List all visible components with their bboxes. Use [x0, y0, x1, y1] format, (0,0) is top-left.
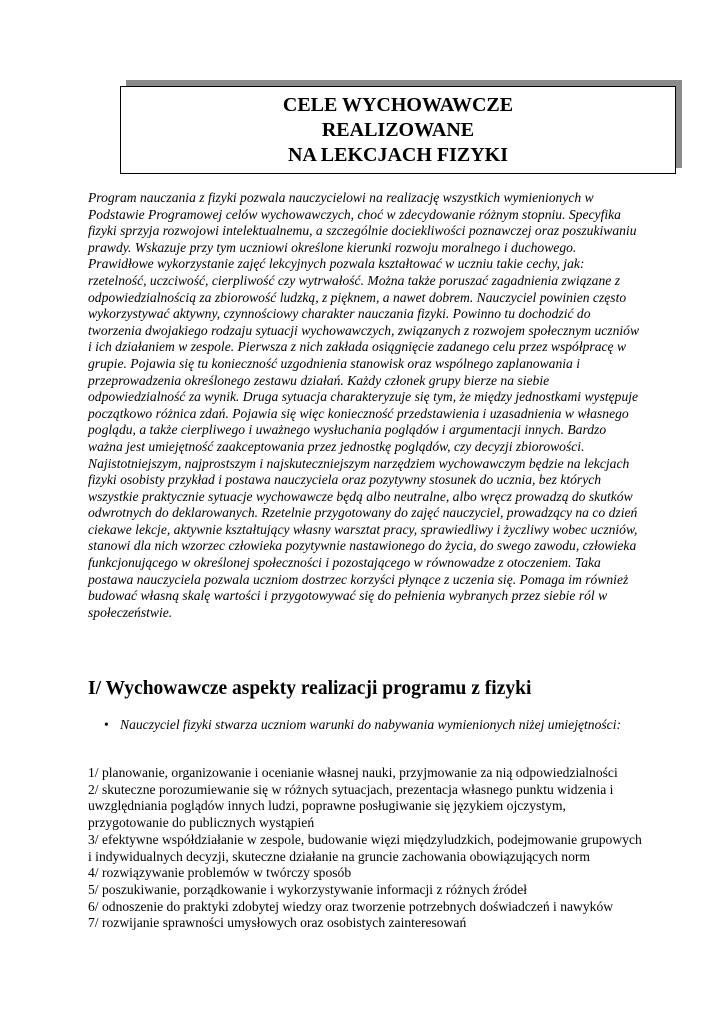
skills-list [88, 765, 644, 932]
list-item: 1/ planowanie, organizowanie i ocenianie własnej nauki, przyjmowanie za nią odpowiedzialności [88, 765, 618, 780]
title-line-1: CELE WYCHOWAWCZE [282, 93, 514, 116]
list-item: 3/ efektywne współdziałanie w zespole, budowanie więzi międzyludzkich, podejmowanie grupowych i indywidualnych decyzji, skuteczne działanie na gruncie zachowania obowiązujących norm [88, 831, 642, 864]
list-item: 2/ skuteczne porozumiewanie się w różnych sytuacjach, prezentacja własnego punktu widzenia i uwzględniania poglądów innych ludzi, poprawne posługiwanie się językiem ojczystym, przygotowanie do publicznych wystąpień [88, 781, 614, 831]
bullet-item [104, 716, 624, 733]
bullet-icon: • [104, 717, 109, 732]
list-item: 7/ rozwijanie sprawności umysłowych oraz osobistych zainteresowań [88, 915, 467, 931]
intro-text [88, 190, 644, 621]
list-item: 5/ poszukiwanie, porządkowanie i wykorzystywanie informacji z różnych źródeł [88, 881, 528, 897]
title-box-wrapper [120, 86, 678, 176]
intro-paragraph-2: Najistotniejszym, najprostszym i najskuteczniejszym narzędziem wychowawczym będzie na lekcjach fizyki osobisty przykład i postawa nauczyciela oraz pozytywny stosunek do ucznia, bez których wszystkie praktycznie sytuacje wychowawcze będą albo neutralne, albo wręcz prowadzą do skutków odwrotnych do deklarowanych. Rzetelnie przygotowany do zajęć nauczyciel, prowadzący na co dzień ciekawe lekcje, aktywnie kształtujący własny warsztat pracy, sprawiedliwy i życzliwy wobec uczniów, stanowi dla nich wzorzec człowieka pozytywnie nastawionego do życia, do swego zawodu, człowieka funkcjonującego w określonej społeczności i pozostającego w równowadze z otoczeniem. Taka postawa nauczyciela pozwala uczniom dostrzec korzyści płynące z uczenia się. Pomaga im również budować własną skalę wartości i przygotowywać się do pełnienia wybranych przez siebie ról w społeczeństwie. [88, 455, 638, 620]
list-item: 6/ odnoszenie do praktyki zdobytej wiedzy oraz tworzenie potrzebnych doświadczeń i nawyków [88, 898, 614, 914]
intro-paragraph-1: Program nauczania z fizyki pozwala nauczycielowi na realizację wszystkich wymienionych w Podstawie Programowej celów wychowawczych, choć w zdecydowanie różnym stopniu. Specyfika fizyki sprzyja rozwojowi intelektualnemu, a szczególnie dociekliwości poznawczej oraz poszukiwaniu prawdy. Wskazuje przy tym uczniowi określone kierunki rozwoju moralnego i duchowego. Prawidłowe wykorzystanie zajęć lekcyjnych pozwala kształtować w uczniu takie cechy, jak: rzetelność, uczciwość, cierpliwość czy wytrwałość. Można także poruszać zagadnienia związane z odpowiedzialnością za zbiorowość ludzką, z pięknem, a nawet dobrem. Nauczyciel powinien często wykorzystywać aktywny, czynnościowy charakter nauczania fizyki. Powinno tu dochodzić do tworzenia dwojakiego rodzaju sytuacji wychowawczych, związanych z rozwojem społecznym uczniów i ich działaniem w zespole. Pierwsza z nich zakłada osiągnięcie zadanego celu przez współpracę w grupie. Pojawia się tu konieczność uzgodnienia stanowisk oraz wspólnego zaplanowania i przeprowadzenia określonego zestawu działań. Każdy członek grupy bierze na siebie odpowiedzialność za wynik. Druga sytuacja charakteryzuje się tym, że między jednostkami występuje początkowo różnica zdań. Pojawia się więc konieczność przedstawienia i uzasadnienia w własnego poglądu, a także cierpliwego i uważnego wysłuchania poglądów i argumentacji innych. Bardzo ważna jest umiejętność zaakceptowania przez jednostkę poglądów, czy decyzji zbiorowości. [88, 190, 640, 454]
section-heading: I/ Wychowawcze aspekty realizacji programu z fizyki [88, 678, 532, 699]
title-line-2: REALIZOWANE [321, 118, 475, 141]
bullet-text: Nauczyciel fizyki stwarza uczniom warunki do nabywania wymienionych niżej umiejętności: [120, 717, 622, 732]
list-item: 4/ rozwiązywanie problemów w twórczy sposób [88, 865, 352, 881]
title-line-3: NA LEKCJACH FIZYKI [287, 143, 509, 166]
title-box [120, 86, 676, 174]
